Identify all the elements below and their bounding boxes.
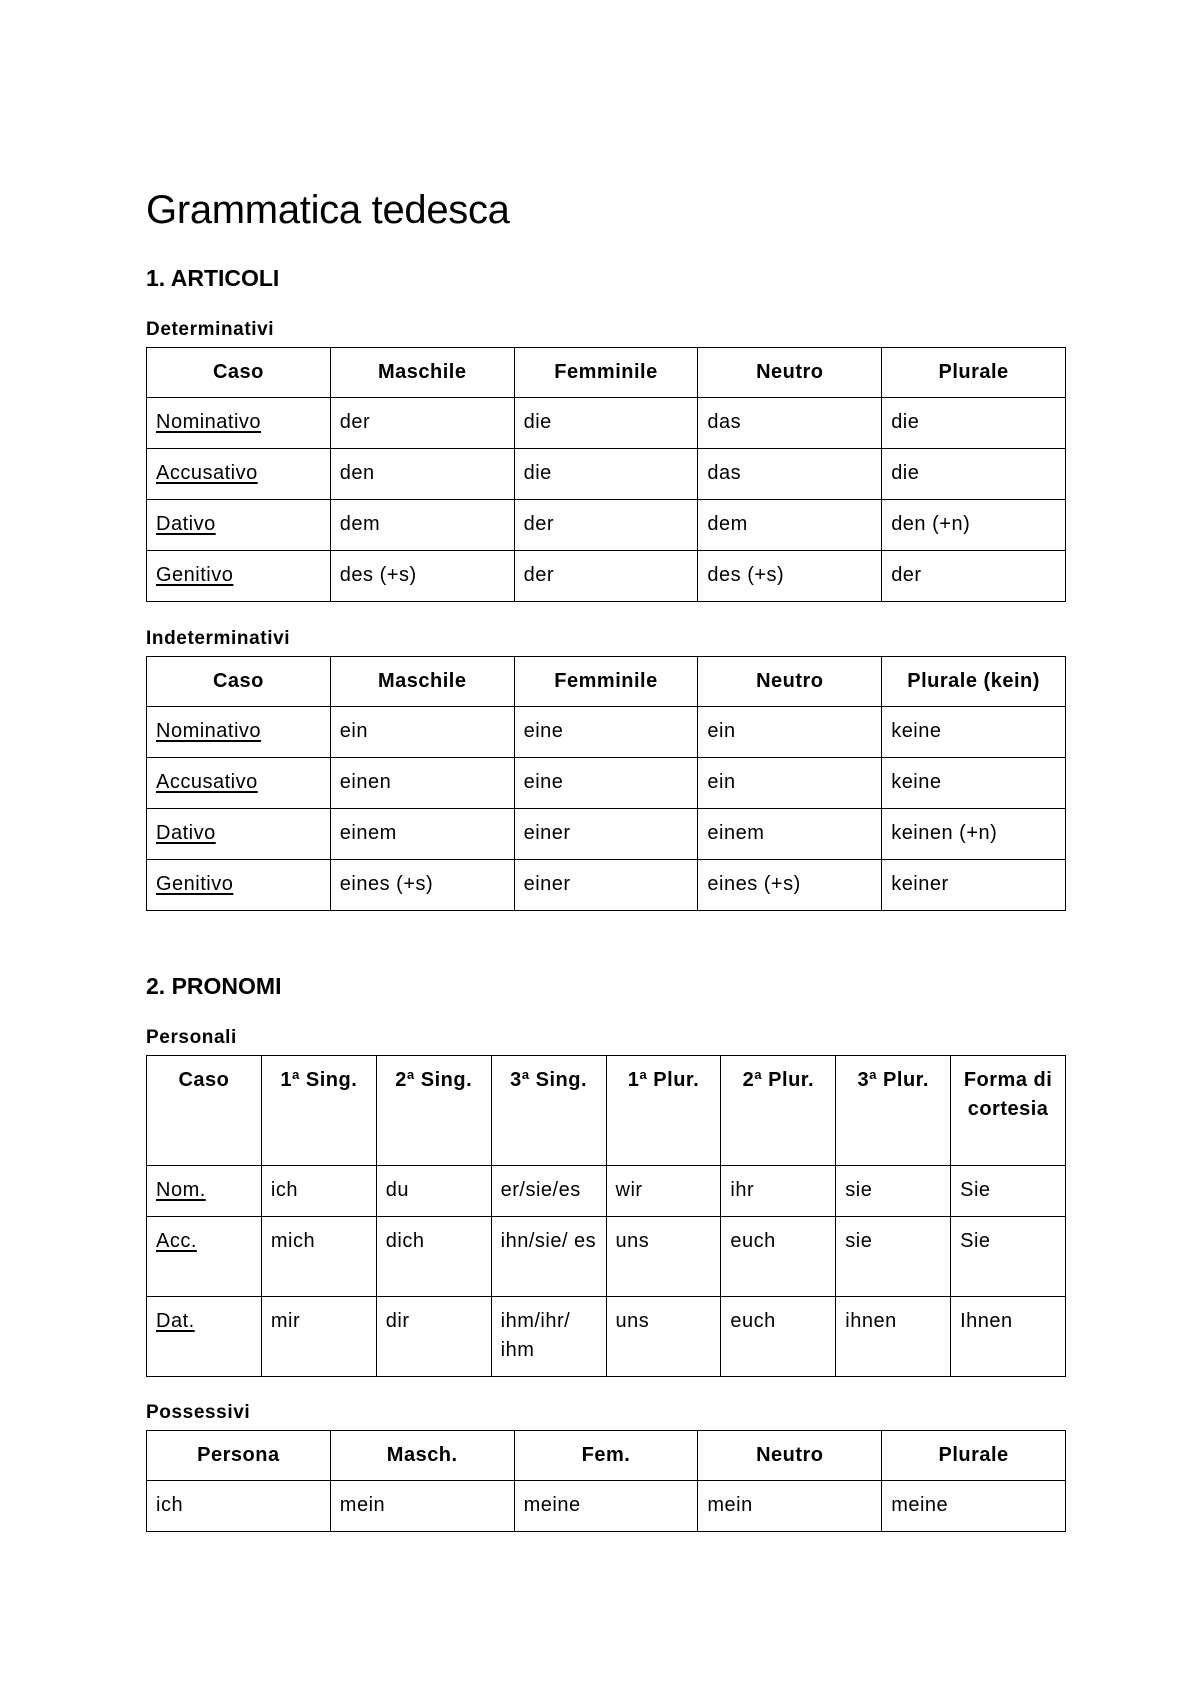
subsection-heading-determinativi: Determinativi bbox=[146, 319, 275, 340]
table-cell: des (+s) bbox=[698, 551, 882, 602]
header-cell: 3ª Plur. bbox=[836, 1056, 951, 1166]
table-cell: den (+n) bbox=[882, 500, 1066, 551]
header-cell: Plurale bbox=[882, 1431, 1066, 1481]
table-row bbox=[147, 1217, 1066, 1297]
subsection-heading-personali: Personali bbox=[146, 1027, 237, 1048]
case-cell: Nominativo bbox=[147, 707, 331, 758]
table-cell: wir bbox=[606, 1166, 721, 1217]
table-articoli-indeterminativi bbox=[146, 656, 1066, 911]
case-cell: Nominativo bbox=[147, 398, 331, 449]
subsection-heading-possessivi: Possessivi bbox=[146, 1402, 251, 1423]
section-heading-pronomi: 2. PRONOMI bbox=[146, 973, 282, 999]
header-cell: Maschile bbox=[330, 348, 514, 398]
table-cell: sie bbox=[836, 1217, 951, 1297]
table-cell: Sie bbox=[951, 1166, 1066, 1217]
header-cell: Plurale (kein) bbox=[882, 657, 1066, 707]
table-row bbox=[147, 1297, 1066, 1377]
table-row bbox=[147, 1166, 1066, 1217]
header-cell: Caso bbox=[147, 657, 331, 707]
header-cell: Neutro bbox=[698, 348, 882, 398]
table-cell: einen bbox=[330, 758, 514, 809]
table-cell: eines (+s) bbox=[330, 860, 514, 911]
table-cell: keine bbox=[882, 758, 1066, 809]
table-row bbox=[147, 809, 1066, 860]
header-cell: Plurale bbox=[882, 348, 1066, 398]
table-cell: meine bbox=[882, 1481, 1066, 1532]
table-cell: dem bbox=[698, 500, 882, 551]
case-cell: Accusativo bbox=[147, 449, 331, 500]
table-cell: ihr bbox=[721, 1166, 836, 1217]
table-cell: ihm/ihr/ ihm bbox=[491, 1297, 606, 1377]
header-cell: Maschile bbox=[330, 657, 514, 707]
section-heading-articoli: 1. ARTICOLI bbox=[146, 265, 280, 291]
subsection-heading-indeterminativi: Indeterminativi bbox=[146, 628, 291, 649]
case-cell: Dativo bbox=[147, 500, 331, 551]
table-header-row bbox=[147, 1056, 1066, 1166]
table-row bbox=[147, 707, 1066, 758]
table-cell: einer bbox=[514, 860, 698, 911]
table-header-row bbox=[147, 1431, 1066, 1481]
table-cell: meine bbox=[514, 1481, 698, 1532]
header-cell: Masch. bbox=[330, 1431, 514, 1481]
case-cell: Dat. bbox=[147, 1297, 262, 1377]
table-row bbox=[147, 500, 1066, 551]
table-cell: mein bbox=[330, 1481, 514, 1532]
table-row bbox=[147, 758, 1066, 809]
case-cell: Genitivo bbox=[147, 551, 331, 602]
case-cell: Genitivo bbox=[147, 860, 331, 911]
table-cell: ein bbox=[698, 758, 882, 809]
table-pronomi-possessivi bbox=[146, 1430, 1066, 1532]
header-cell: Forma di cortesia bbox=[951, 1056, 1066, 1166]
table-row bbox=[147, 449, 1066, 500]
table-cell: ihnen bbox=[836, 1297, 951, 1377]
table-cell: eine bbox=[514, 707, 698, 758]
table-cell: einem bbox=[698, 809, 882, 860]
table-cell: sie bbox=[836, 1166, 951, 1217]
header-cell: 2ª Sing. bbox=[376, 1056, 491, 1166]
case-cell: Accusativo bbox=[147, 758, 331, 809]
table-cell: den bbox=[330, 449, 514, 500]
table-row bbox=[147, 551, 1066, 602]
table-header-row bbox=[147, 348, 1066, 398]
table-cell: die bbox=[514, 449, 698, 500]
case-cell: Nom. bbox=[147, 1166, 262, 1217]
table-cell: dir bbox=[376, 1297, 491, 1377]
table-cell: das bbox=[698, 449, 882, 500]
header-cell: 2ª Plur. bbox=[721, 1056, 836, 1166]
table-row bbox=[147, 398, 1066, 449]
table-cell: einer bbox=[514, 809, 698, 860]
table-cell: der bbox=[514, 551, 698, 602]
header-cell: Femminile bbox=[514, 657, 698, 707]
table-cell: der bbox=[882, 551, 1066, 602]
table-cell: euch bbox=[721, 1297, 836, 1377]
table-cell: des (+s) bbox=[330, 551, 514, 602]
table-cell: keinen (+n) bbox=[882, 809, 1066, 860]
table-cell: die bbox=[882, 398, 1066, 449]
table-cell: keine bbox=[882, 707, 1066, 758]
case-cell: Acc. bbox=[147, 1217, 262, 1297]
table-cell: eines (+s) bbox=[698, 860, 882, 911]
table-articoli-determinativi bbox=[146, 347, 1066, 602]
table-cell: die bbox=[514, 398, 698, 449]
header-cell: Fem. bbox=[514, 1431, 698, 1481]
table-cell: uns bbox=[606, 1217, 721, 1297]
header-cell: 1ª Plur. bbox=[606, 1056, 721, 1166]
header-cell: 1ª Sing. bbox=[261, 1056, 376, 1166]
table-row bbox=[147, 1481, 1066, 1532]
table-cell: mich bbox=[261, 1217, 376, 1297]
table-cell: ich bbox=[261, 1166, 376, 1217]
table-cell: die bbox=[882, 449, 1066, 500]
table-cell: uns bbox=[606, 1297, 721, 1377]
header-cell: Caso bbox=[147, 1056, 262, 1166]
header-cell: 3ª Sing. bbox=[491, 1056, 606, 1166]
table-cell: keiner bbox=[882, 860, 1066, 911]
table-cell: einem bbox=[330, 809, 514, 860]
header-cell: Neutro bbox=[698, 657, 882, 707]
table-cell: dem bbox=[330, 500, 514, 551]
table-cell: dich bbox=[376, 1217, 491, 1297]
table-cell: eine bbox=[514, 758, 698, 809]
table-cell: Ihnen bbox=[951, 1297, 1066, 1377]
header-cell: Femminile bbox=[514, 348, 698, 398]
table-cell: ihn/sie/ es bbox=[491, 1217, 606, 1297]
table-cell: ich bbox=[147, 1481, 331, 1532]
table-cell: du bbox=[376, 1166, 491, 1217]
table-cell: ein bbox=[330, 707, 514, 758]
table-cell: euch bbox=[721, 1217, 836, 1297]
header-cell: Persona bbox=[147, 1431, 331, 1481]
table-cell: das bbox=[698, 398, 882, 449]
table-cell: er/sie/es bbox=[491, 1166, 606, 1217]
table-cell: mein bbox=[698, 1481, 882, 1532]
table-cell: ein bbox=[698, 707, 882, 758]
table-header-row bbox=[147, 657, 1066, 707]
header-cell: Caso bbox=[147, 348, 331, 398]
table-cell: der bbox=[330, 398, 514, 449]
header-cell: Neutro bbox=[698, 1431, 882, 1481]
case-cell: Dativo bbox=[147, 809, 331, 860]
table-cell: der bbox=[514, 500, 698, 551]
table-row bbox=[147, 860, 1066, 911]
table-pronomi-personali bbox=[146, 1055, 1066, 1377]
table-cell: mir bbox=[261, 1297, 376, 1377]
table-cell: Sie bbox=[951, 1217, 1066, 1297]
document-title: Grammatica tedesca bbox=[146, 188, 510, 232]
